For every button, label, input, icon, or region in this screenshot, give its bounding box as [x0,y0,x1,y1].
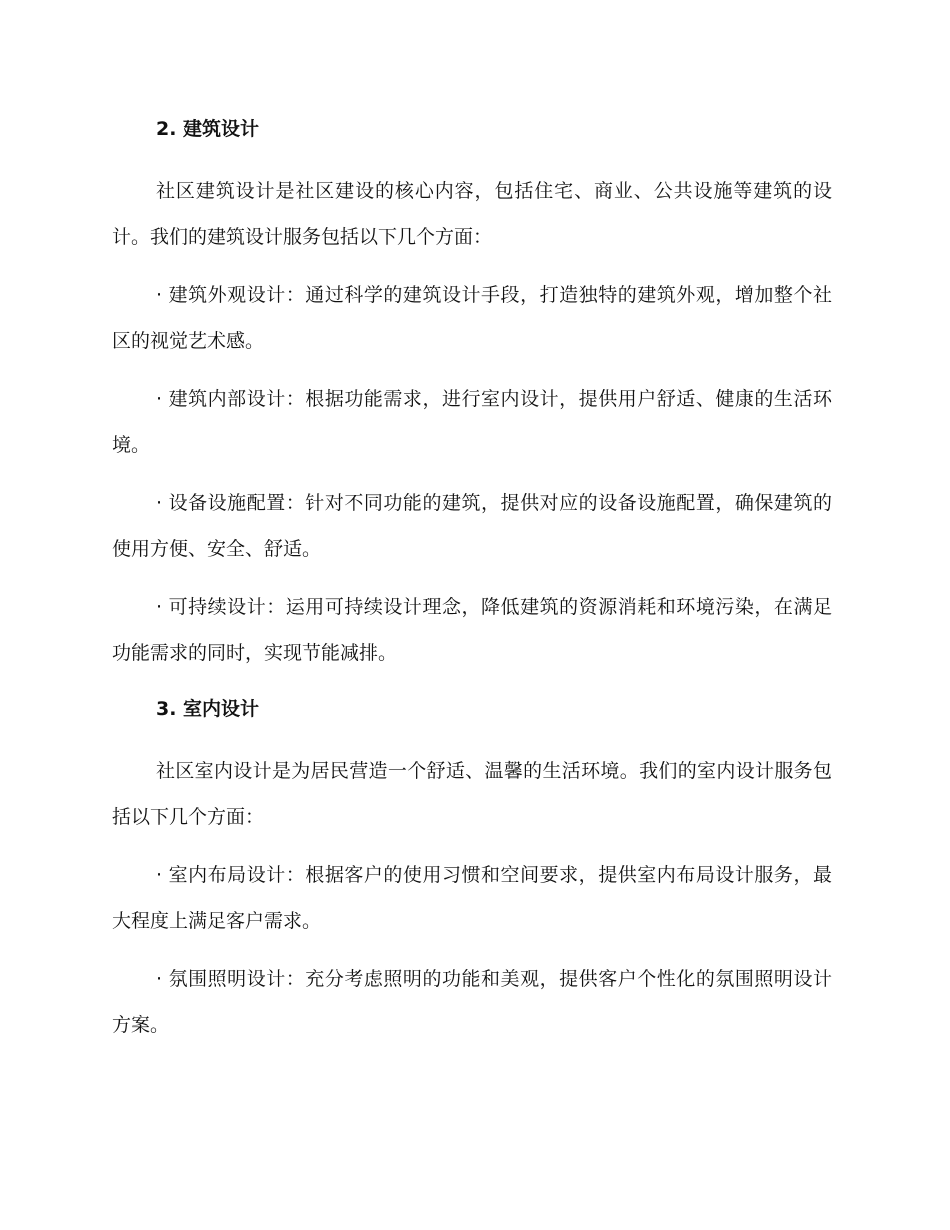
bullet-paragraph: · 建筑内部设计：根据功能需求，进行室内设计，提供用户舒适、健康的生活环境。 [112,388,832,456]
section-intro-paragraph: 社区建筑设计是社区建设的核心内容，包括住宅、商业、公共设施等建筑的设计。我们的建筑设计服务包括以下几个方面： [112,180,832,248]
bullet-paragraph: · 氛围照明设计：充分考虑照明的功能和美观，提供客户个性化的氛围照明设计方案。 [112,968,832,1036]
section-architecture-design [112,108,832,676]
section-interior-design [112,688,832,1048]
document-body [112,108,832,1060]
bullet-paragraph: · 室内布局设计：根据客户的使用习惯和空间要求，提供室内布局设计服务，最大程度上满足客户需求。 [112,864,832,932]
bullet-paragraph: · 可持续设计：运用可持续设计理念，降低建筑的资源消耗和环境污染，在满足功能需求的同时，实现节能减排。 [112,596,832,664]
bullet-paragraph: · 建筑外观设计：通过科学的建筑设计手段，打造独特的建筑外观，增加整个社区的视觉艺术感。 [112,284,832,352]
bullet-paragraph: · 设备设施配置：针对不同功能的建筑，提供对应的设备设施配置，确保建筑的使用方便、安全、舒适。 [112,492,832,560]
section-intro-paragraph: 社区室内设计是为居民营造一个舒适、温馨的生活环境。我们的室内设计服务包括以下几个方面： [112,760,832,828]
section-heading: 3. 室内设计 [156,698,260,720]
section-heading: 2. 建筑设计 [156,118,260,140]
